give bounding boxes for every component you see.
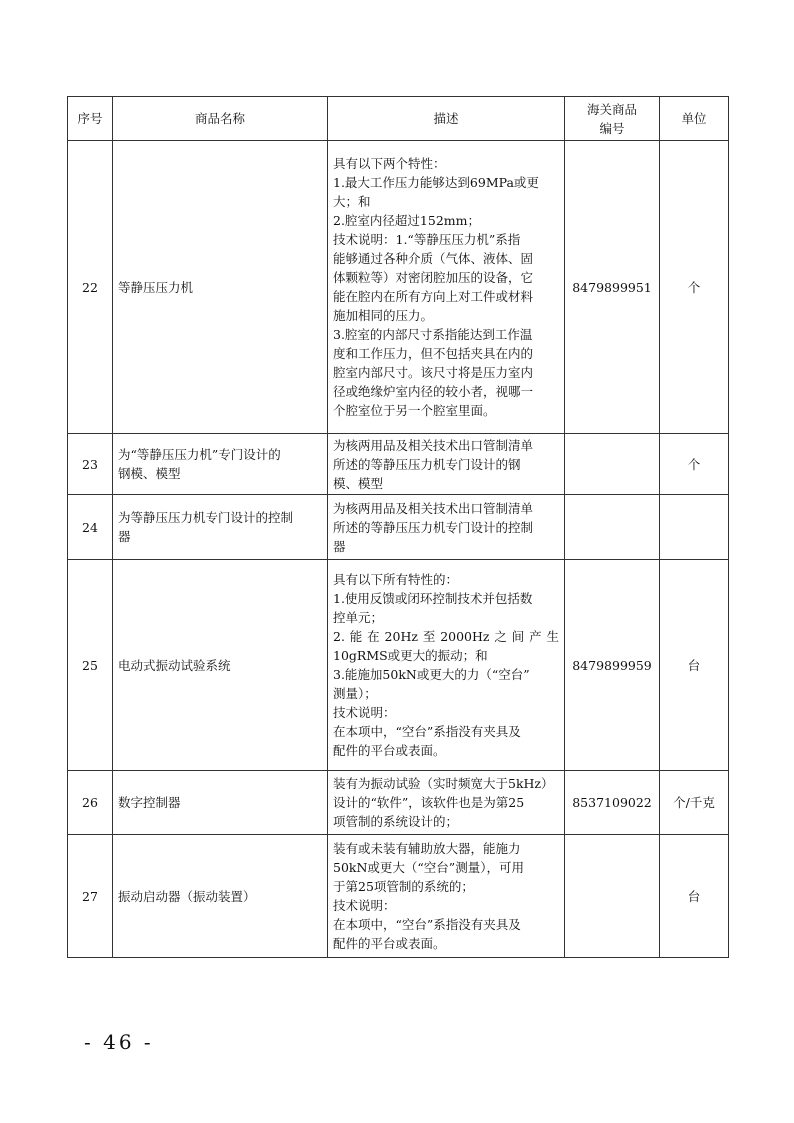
desc-line: 3.腔室的内部尺寸系指能达到工作温 (333, 327, 533, 342)
row-unit: 个/千克 (660, 771, 729, 835)
name-line: 钢模、模型 (118, 466, 181, 481)
row-customs-code: 8537109022 (565, 771, 660, 835)
desc-line: 1.最大工作压力能够达到69MPa或更 (333, 175, 539, 190)
desc-line: 具有以下所有特性的： (333, 572, 459, 587)
row-description (328, 434, 565, 495)
row-unit: 个 (660, 434, 729, 495)
desc-line: 度和工作压力，但不包括夹具在内的 (333, 346, 534, 361)
goods-table (67, 96, 729, 958)
row-customs-code: 8479899951 (565, 141, 660, 434)
row-customs-code (565, 434, 660, 495)
desc-line: 模、模型 (333, 475, 384, 491)
row-description (328, 560, 565, 771)
desc-line: 2.腔室内径超过152mm； (333, 213, 480, 228)
row-serial-no: 22 (68, 141, 113, 434)
desc-line: 装有或未装有辅助放大器，能施力 (333, 841, 521, 856)
desc-line: 50kN或更大（“空台”测量），可用 (333, 860, 524, 875)
desc-line: 2.能在20Hz至2000Hz之间产生 (333, 629, 559, 644)
row-serial-no: 24 (68, 495, 113, 560)
table-row (68, 835, 729, 958)
desc-line: 施加相同的压力。 (333, 308, 434, 323)
header-description: 描述 (328, 97, 565, 141)
row-description (328, 835, 565, 958)
desc-line: 体颗粒等）对密闭腔加压的设备，它 (333, 270, 534, 285)
desc-line: 器 (333, 538, 346, 554)
row-description (328, 495, 565, 560)
desc-line: 于第25项管制的系统的； (333, 879, 474, 894)
header-product-name: 商品名称 (113, 97, 328, 141)
desc-line: 技术说明：1.“等静压压力机”系指 (333, 232, 521, 247)
desc-line: 控单元； (333, 610, 384, 625)
row-description (328, 771, 565, 835)
row-serial-no: 25 (68, 560, 113, 771)
desc-line: 技术说明： (333, 705, 396, 720)
row-product-name: 等静压压力机 (113, 141, 328, 434)
row-product-name: 振动启动器（振动装置） (113, 835, 328, 958)
desc-line: 能在腔内在所有方向上对工件或材料 (333, 289, 534, 304)
desc-line: 能够通过各种介质（气体、液体、固 (333, 251, 534, 266)
desc-line: 在本项中，“空台”系指没有夹具及 (333, 917, 521, 932)
row-product-name: 电动式振动试验系统 (113, 560, 328, 771)
row-unit (660, 495, 729, 560)
row-customs-code (565, 495, 660, 560)
table-row (68, 771, 729, 835)
desc-line: 装有为振动试验（实时频宽大于5kHz） (333, 776, 554, 791)
header-unit: 单位 (660, 97, 729, 141)
desc-line: 10gRMS或更大的振动；和 (333, 648, 488, 663)
header-customs-code (565, 97, 660, 141)
desc-line: 为核两用品及相关技术出口管制清单 (333, 500, 534, 516)
header-serial-no: 序号 (68, 97, 113, 141)
desc-line: 所述的等静压压力机专门设计的钢 (333, 456, 521, 472)
table-row (68, 495, 729, 560)
desc-line: 3.能施加50kN或更大的力（“空台” (333, 667, 530, 682)
header-customs-code-line1: 海关商品 (586, 101, 637, 117)
row-customs-code (565, 835, 660, 958)
row-customs-code: 8479899959 (565, 560, 660, 771)
table-row (68, 434, 729, 495)
row-unit: 台 (660, 835, 729, 958)
table-header-row (68, 97, 729, 141)
table-row (68, 560, 729, 771)
desc-line: 所述的等静压压力机专门设计的控制 (333, 519, 534, 535)
desc-line: 配件的平台或表面。 (333, 936, 446, 951)
row-unit: 个 (660, 141, 729, 434)
table-row (68, 141, 729, 434)
desc-line: 腔室内部尺寸。该尺寸将是压力室内 (333, 365, 534, 380)
desc-line: 个腔室位于另一个腔室里面。 (333, 403, 496, 418)
name-line: 为“等静压压力机”专门设计的 (118, 447, 281, 462)
header-customs-code-line2: 编号 (599, 120, 625, 136)
desc-line: 项管制的系统设计的； (333, 814, 459, 829)
row-unit: 台 (660, 560, 729, 771)
desc-line: 大；和 (333, 194, 371, 209)
desc-line: 设计的“软件”，该软件也是为第25 (333, 795, 525, 810)
name-line: 器 (118, 529, 131, 544)
desc-line: 径或绝缘炉室内径的较小者，视哪一 (333, 384, 534, 399)
row-product-name: 数字控制器 (113, 771, 328, 835)
row-product-name (113, 434, 328, 495)
desc-line: 在本项中，“空台”系指没有夹具及 (333, 724, 521, 739)
name-line: 为等静压压力机专门设计的控制 (118, 510, 294, 525)
row-description (328, 141, 565, 434)
row-product-name (113, 495, 328, 560)
desc-line: 具有以下两个特性： (333, 156, 446, 171)
row-serial-no: 26 (68, 771, 113, 835)
desc-line: 测量）； (333, 686, 377, 701)
desc-line: 配件的平台或表面。 (333, 743, 446, 758)
desc-line: 技术说明： (333, 898, 396, 913)
row-serial-no: 23 (68, 434, 113, 495)
desc-line: 为核两用品及相关技术出口管制清单 (333, 437, 534, 453)
page-number: - 46 - (84, 1030, 154, 1054)
desc-line: 1.使用反馈或闭环控制技术并包括数 (333, 591, 533, 606)
row-serial-no: 27 (68, 835, 113, 958)
